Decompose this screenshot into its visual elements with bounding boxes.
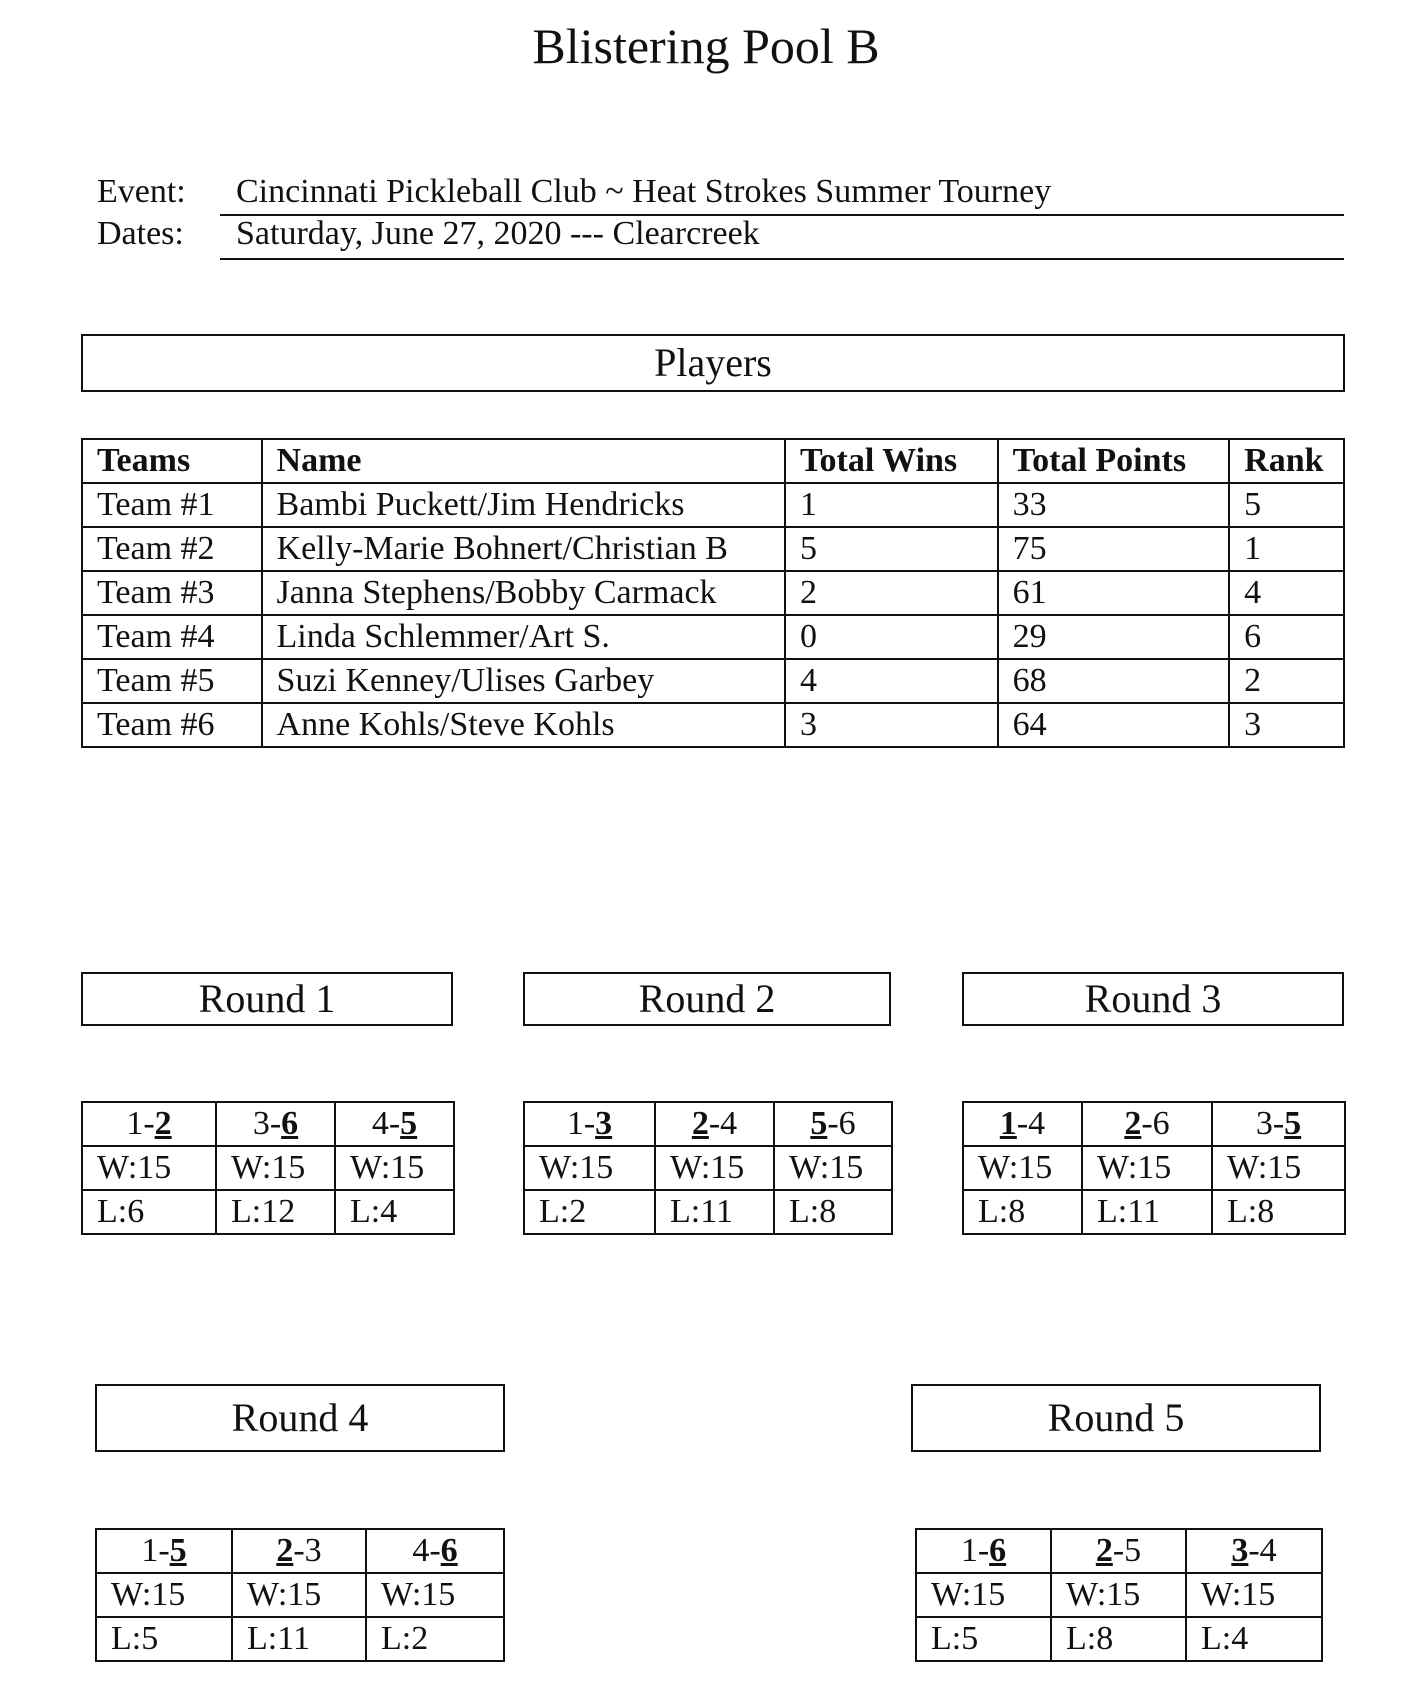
pairing-separator: - bbox=[143, 1105, 155, 1142]
win-row bbox=[82, 1146, 454, 1190]
loss-score: L:8 bbox=[1051, 1617, 1186, 1661]
losing-team-number: 4 bbox=[1028, 1105, 1046, 1142]
match-pairing bbox=[232, 1529, 366, 1573]
round-4-results bbox=[95, 1528, 505, 1662]
loss-score: L:5 bbox=[96, 1617, 232, 1661]
loss-score: L:2 bbox=[524, 1190, 655, 1234]
win-score: W:15 bbox=[1051, 1573, 1186, 1617]
players-header-row bbox=[82, 439, 1344, 483]
table-row bbox=[82, 615, 1344, 659]
loss-score: L:4 bbox=[1186, 1617, 1322, 1661]
match-pairing bbox=[1051, 1529, 1186, 1573]
wins-cell: 3 bbox=[785, 703, 998, 747]
match-row bbox=[96, 1529, 504, 1573]
win-score: W:15 bbox=[366, 1573, 504, 1617]
winning-team-number: 5 bbox=[400, 1105, 418, 1142]
name-cell: Suzi Kenney/Ulises Garbey bbox=[262, 659, 785, 703]
round-3-results bbox=[962, 1101, 1346, 1235]
loss-row bbox=[82, 1190, 454, 1234]
points-cell: 68 bbox=[998, 659, 1230, 703]
team-cell: Team #5 bbox=[82, 659, 262, 703]
name-cell: Janna Stephens/Bobby Carmack bbox=[262, 571, 785, 615]
win-score: W:15 bbox=[1082, 1146, 1212, 1190]
win-score: W:15 bbox=[774, 1146, 892, 1190]
match-pairing bbox=[96, 1529, 232, 1573]
team-cell: Team #6 bbox=[82, 703, 262, 747]
dates-label: Dates: bbox=[97, 215, 184, 252]
rank-cell: 2 bbox=[1229, 659, 1344, 703]
match-row bbox=[82, 1102, 454, 1146]
pairing-separator: - bbox=[708, 1105, 721, 1142]
losing-team-number: 4 bbox=[1259, 1532, 1277, 1569]
loss-score: L:11 bbox=[1082, 1190, 1212, 1234]
win-row bbox=[96, 1573, 504, 1617]
win-row bbox=[524, 1146, 892, 1190]
round-2-results bbox=[523, 1101, 893, 1235]
col-rank: Rank bbox=[1229, 439, 1344, 483]
match-pairing bbox=[1212, 1102, 1345, 1146]
players-heading: Players bbox=[81, 334, 1345, 392]
winning-team-number: 5 bbox=[1284, 1105, 1302, 1142]
winning-team-number: 2 bbox=[691, 1105, 709, 1142]
rank-cell: 1 bbox=[1229, 527, 1344, 571]
event-label: Event: bbox=[97, 173, 186, 210]
match-pairing bbox=[335, 1102, 454, 1146]
win-score: W:15 bbox=[216, 1146, 335, 1190]
win-score: W:15 bbox=[1212, 1146, 1345, 1190]
pairing-separator: - bbox=[388, 1105, 401, 1142]
table-row bbox=[82, 483, 1344, 527]
points-cell: 33 bbox=[998, 483, 1230, 527]
losing-team-number: 4 bbox=[720, 1105, 738, 1142]
round-2-heading: Round 2 bbox=[523, 972, 891, 1026]
rank-cell: 3 bbox=[1229, 703, 1344, 747]
round-1-heading: Round 1 bbox=[81, 972, 453, 1026]
losing-team-number: 6 bbox=[1152, 1105, 1170, 1142]
win-score: W:15 bbox=[916, 1573, 1051, 1617]
table-row bbox=[82, 703, 1344, 747]
pairing-separator: - bbox=[977, 1532, 990, 1569]
dates-value: Saturday, June 27, 2020 --- Clearcreek bbox=[220, 214, 1344, 260]
pairing-separator: - bbox=[158, 1532, 170, 1569]
name-cell: Kelly-Marie Bohnert/Christian B bbox=[262, 527, 785, 571]
match-pairing bbox=[916, 1529, 1051, 1573]
winning-team-number: 1 bbox=[999, 1105, 1017, 1142]
win-score: W:15 bbox=[96, 1573, 232, 1617]
table-row bbox=[82, 659, 1344, 703]
col-total-wins: Total Wins bbox=[785, 439, 998, 483]
team-cell: Team #3 bbox=[82, 571, 262, 615]
pairing-separator: - bbox=[269, 1105, 282, 1142]
win-score: W:15 bbox=[232, 1573, 366, 1617]
pairing-separator: - bbox=[429, 1532, 441, 1569]
points-cell: 61 bbox=[998, 571, 1230, 615]
match-pairing bbox=[216, 1102, 335, 1146]
team-cell: Team #2 bbox=[82, 527, 262, 571]
wins-cell: 4 bbox=[785, 659, 998, 703]
name-cell: Linda Schlemmer/Art S. bbox=[262, 615, 785, 659]
rank-cell: 6 bbox=[1229, 615, 1344, 659]
event-value: Cincinnati Pickleball Club ~ Heat Strokes Summer Tourney bbox=[220, 172, 1344, 216]
pairing-separator: - bbox=[583, 1105, 596, 1142]
page-title: Blistering Pool B bbox=[532, 18, 880, 74]
winning-team-number: 5 bbox=[810, 1105, 828, 1142]
team-cell: Team #1 bbox=[82, 483, 262, 527]
losing-team-number: 5 bbox=[1124, 1532, 1142, 1569]
wins-cell: 5 bbox=[785, 527, 998, 571]
match-pairing bbox=[1186, 1529, 1322, 1573]
win-row bbox=[916, 1573, 1322, 1617]
winning-team-number: 5 bbox=[169, 1532, 187, 1569]
pairing-separator: - bbox=[1272, 1105, 1285, 1142]
wins-cell: 2 bbox=[785, 571, 998, 615]
loss-score: L:12 bbox=[216, 1190, 335, 1234]
name-cell: Anne Kohls/Steve Kohls bbox=[262, 703, 785, 747]
loss-score: L:8 bbox=[1212, 1190, 1345, 1234]
match-pairing bbox=[524, 1102, 655, 1146]
team-cell: Team #4 bbox=[82, 615, 262, 659]
table-row bbox=[82, 571, 1344, 615]
col-name: Name bbox=[262, 439, 785, 483]
loss-score: L:8 bbox=[774, 1190, 892, 1234]
losing-team-number: 3 bbox=[1255, 1105, 1273, 1142]
winning-team-number: 6 bbox=[440, 1532, 458, 1569]
winning-team-number: 2 bbox=[276, 1532, 294, 1569]
win-score: W:15 bbox=[82, 1146, 216, 1190]
round-5-results bbox=[915, 1528, 1323, 1662]
pairing-separator: - bbox=[1016, 1105, 1029, 1142]
pairing-separator: - bbox=[1248, 1532, 1260, 1569]
losing-team-number: 3 bbox=[252, 1105, 270, 1142]
loss-score: L:8 bbox=[963, 1190, 1082, 1234]
loss-row bbox=[916, 1617, 1322, 1661]
pairing-separator: - bbox=[1112, 1532, 1125, 1569]
winning-team-number: 6 bbox=[989, 1532, 1007, 1569]
match-pairing bbox=[774, 1102, 892, 1146]
winning-team-number: 3 bbox=[595, 1105, 613, 1142]
wins-cell: 0 bbox=[785, 615, 998, 659]
loss-row bbox=[96, 1617, 504, 1661]
points-cell: 64 bbox=[998, 703, 1230, 747]
winning-team-number: 2 bbox=[1124, 1105, 1142, 1142]
winning-team-number: 2 bbox=[154, 1105, 172, 1142]
rank-cell: 4 bbox=[1229, 571, 1344, 615]
pairing-separator: - bbox=[293, 1532, 305, 1569]
round-1-results bbox=[81, 1101, 455, 1235]
losing-team-number: 3 bbox=[304, 1532, 322, 1569]
win-score: W:15 bbox=[655, 1146, 774, 1190]
win-row bbox=[963, 1146, 1345, 1190]
match-pairing bbox=[1082, 1102, 1212, 1146]
losing-team-number: 4 bbox=[371, 1105, 389, 1142]
round-3-heading: Round 3 bbox=[962, 972, 1344, 1026]
losing-team-number: 1 bbox=[126, 1105, 144, 1142]
points-cell: 75 bbox=[998, 527, 1230, 571]
match-pairing bbox=[82, 1102, 216, 1146]
table-row bbox=[82, 527, 1344, 571]
loss-score: L:5 bbox=[916, 1617, 1051, 1661]
pairing-separator: - bbox=[827, 1105, 839, 1142]
loss-row bbox=[963, 1190, 1345, 1234]
winning-team-number: 2 bbox=[1095, 1532, 1113, 1569]
match-pairing bbox=[655, 1102, 774, 1146]
loss-score: L:2 bbox=[366, 1617, 504, 1661]
winning-team-number: 3 bbox=[1231, 1532, 1249, 1569]
wins-cell: 1 bbox=[785, 483, 998, 527]
loss-score: L:6 bbox=[82, 1190, 216, 1234]
match-row bbox=[963, 1102, 1345, 1146]
loss-score: L:4 bbox=[335, 1190, 454, 1234]
col-teams: Teams bbox=[82, 439, 262, 483]
match-row bbox=[524, 1102, 892, 1146]
win-score: W:15 bbox=[524, 1146, 655, 1190]
loss-row bbox=[524, 1190, 892, 1234]
losing-team-number: 6 bbox=[838, 1105, 856, 1142]
match-pairing bbox=[366, 1529, 504, 1573]
round-5-heading: Round 5 bbox=[911, 1384, 1321, 1452]
loss-score: L:11 bbox=[232, 1617, 366, 1661]
win-score: W:15 bbox=[963, 1146, 1082, 1190]
col-total-points: Total Points bbox=[998, 439, 1230, 483]
win-score: W:15 bbox=[335, 1146, 454, 1190]
losing-team-number: 4 bbox=[412, 1532, 430, 1569]
losing-team-number: 1 bbox=[141, 1532, 159, 1569]
winning-team-number: 6 bbox=[281, 1105, 299, 1142]
losing-team-number: 1 bbox=[960, 1532, 978, 1569]
players-table bbox=[81, 438, 1345, 748]
points-cell: 29 bbox=[998, 615, 1230, 659]
loss-score: L:11 bbox=[655, 1190, 774, 1234]
pairing-separator: - bbox=[1141, 1105, 1153, 1142]
rank-cell: 5 bbox=[1229, 483, 1344, 527]
win-score: W:15 bbox=[1186, 1573, 1322, 1617]
name-cell: Bambi Puckett/Jim Hendricks bbox=[262, 483, 785, 527]
match-pairing bbox=[963, 1102, 1082, 1146]
round-4-heading: Round 4 bbox=[95, 1384, 505, 1452]
losing-team-number: 1 bbox=[566, 1105, 584, 1142]
match-row bbox=[916, 1529, 1322, 1573]
